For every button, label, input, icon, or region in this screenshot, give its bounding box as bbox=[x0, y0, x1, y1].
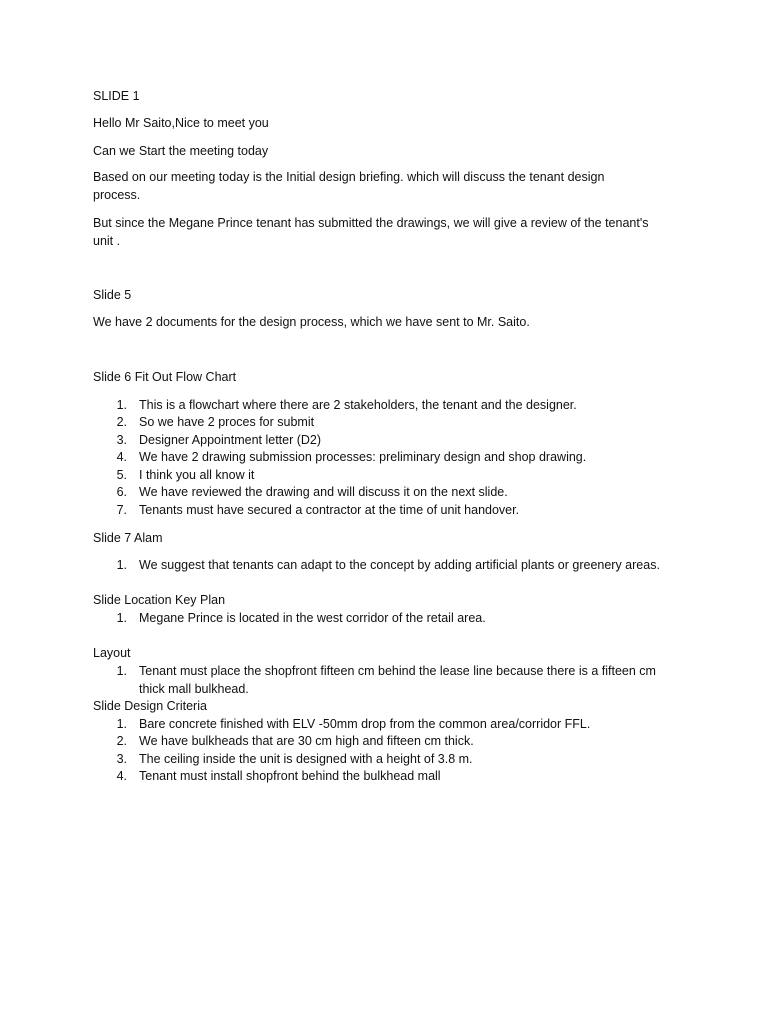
list-number: 1. bbox=[116, 717, 127, 731]
list-number: 1. bbox=[116, 558, 127, 572]
list-number: 3. bbox=[116, 433, 127, 447]
list-number: 5. bbox=[116, 468, 127, 482]
slide5-text: We have 2 documents for the design process, which we have sent to Mr. Saito. bbox=[93, 315, 530, 329]
slide1-review: But since the Megane Prince tenant has submitted the drawings, we will give a review of the tenant's unit . bbox=[93, 216, 649, 248]
list-text: Tenant must place the shopfront fifteen cm behind the lease line because there is a fifteen cm thick mall bulkhead. bbox=[139, 664, 656, 696]
list-text: We have bulkheads that are 30 cm high and fifteen cm thick. bbox=[139, 734, 474, 748]
list-number: 1. bbox=[116, 611, 127, 625]
criteria-heading: Slide Design Criteria bbox=[93, 699, 207, 713]
slide6-heading: Slide 6 Fit Out Flow Chart bbox=[93, 370, 237, 384]
list-text: This is a flowchart where there are 2 stakeholders, the tenant and the designer. bbox=[139, 398, 577, 412]
list-text: We suggest that tenants can adapt to the concept by adding artificial plants or greenery areas. bbox=[139, 558, 660, 572]
list-number: 2. bbox=[116, 734, 127, 748]
slide5-heading: Slide 5 bbox=[93, 288, 132, 302]
slide1-greeting: Hello Mr Saito,Nice to meet you bbox=[93, 116, 269, 130]
list-text: Tenants must have secured a contractor at the time of unit handover. bbox=[139, 503, 520, 517]
list-text: I think you all know it bbox=[139, 468, 255, 482]
list-text: Designer Appointment letter (D2) bbox=[139, 433, 322, 447]
list-text: Megane Prince is located in the west corridor of the retail area. bbox=[139, 611, 486, 625]
list-number: 4. bbox=[116, 450, 127, 464]
list-text: We have reviewed the drawing and will discuss it on the next slide. bbox=[139, 485, 508, 499]
slide1-heading: SLIDE 1 bbox=[93, 89, 140, 103]
slide1-start: Can we Start the meeting today bbox=[93, 144, 269, 158]
list-number: 6. bbox=[116, 485, 127, 499]
list-text: Tenant must install shopfront behind the bulkhead mall bbox=[139, 769, 441, 783]
list-text: Bare concrete finished with ELV -50mm drop from the common area/corridor FFL. bbox=[139, 717, 591, 731]
list-number: 7. bbox=[116, 503, 127, 517]
list-number: 3. bbox=[116, 752, 127, 766]
list-number: 1. bbox=[116, 398, 127, 412]
keyplan-heading: Slide Location Key Plan bbox=[93, 593, 226, 607]
list-text: We have 2 drawing submission processes: preliminary design and shop drawing. bbox=[139, 450, 587, 464]
layout-heading: Layout bbox=[93, 646, 131, 660]
list-text: The ceiling inside the unit is designed with a height of 3.8 m. bbox=[139, 752, 473, 766]
list-text: So we have 2 proces for submit bbox=[139, 415, 315, 429]
list-number: 1. bbox=[116, 664, 127, 678]
list-number: 2. bbox=[116, 415, 127, 429]
slide1-briefing: Based on our meeting today is the Initial design briefing. which will discuss the tenant design process. bbox=[93, 170, 605, 202]
list-number: 4. bbox=[116, 769, 127, 783]
slide7-heading: Slide 7 Alam bbox=[93, 531, 163, 545]
